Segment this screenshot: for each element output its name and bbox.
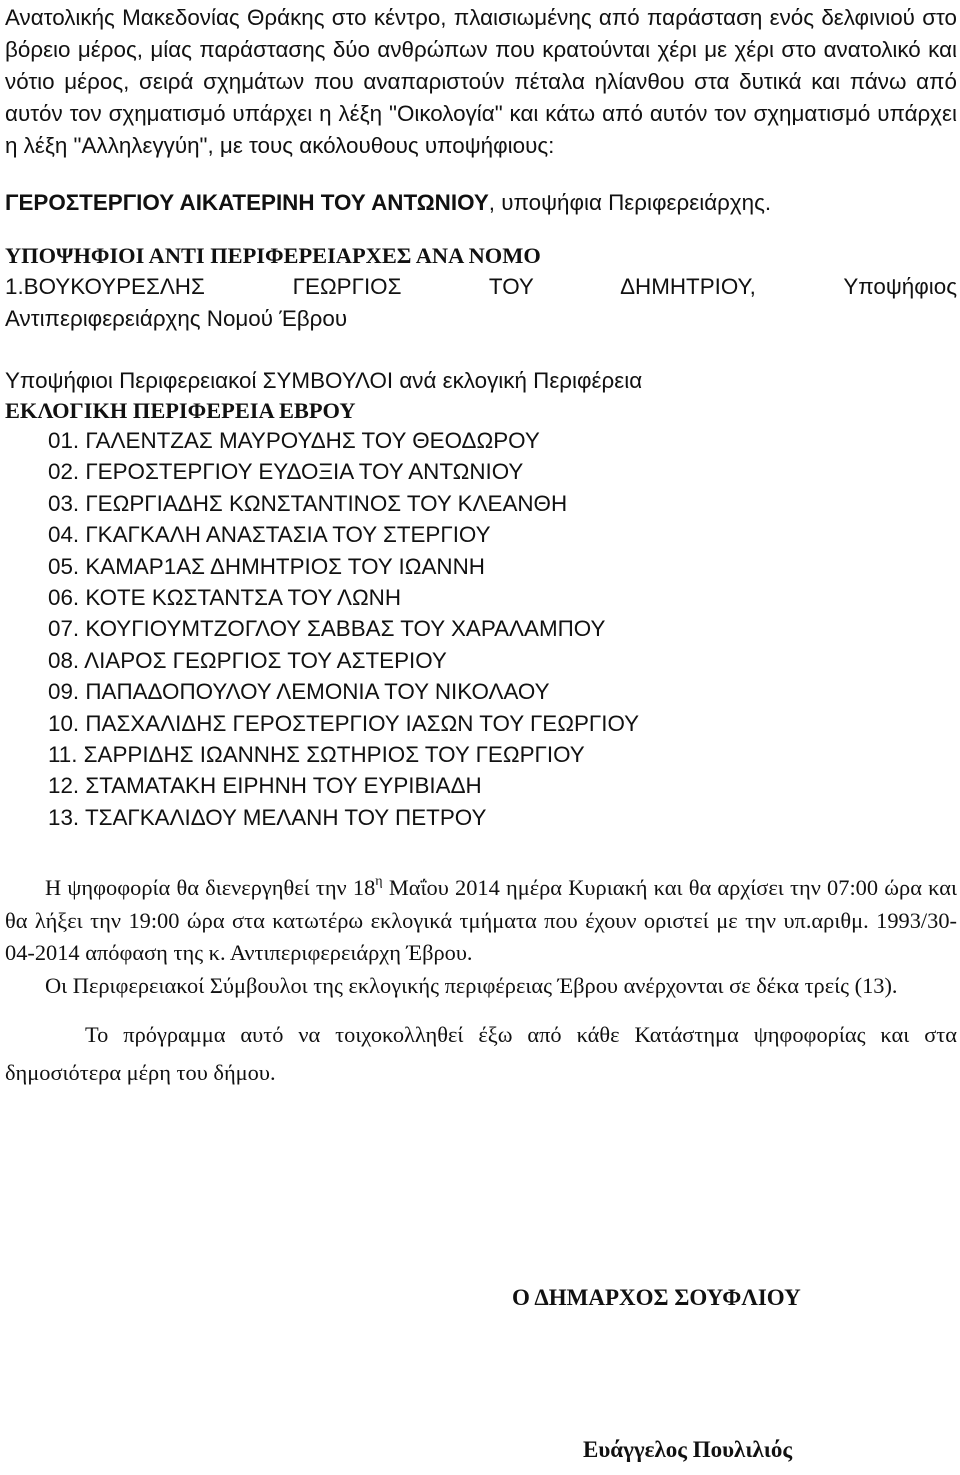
candidate-list-item: 09. ΠΑΠΑΔΟΠΟΥΛΟΥ ΛΕΜΟΝΙΑ ΤΟΥ ΝΙΚΟΛΑΟΥ (48, 679, 550, 705)
electoral-district-heading: ΕΚΛΟΓΙΚΗ ΠΕΡΙΦΕΡΕΙΑ ΕΒΡΟΥ (5, 398, 356, 423)
mayor-name: Ευάγγελος Πουλιλιός (583, 1437, 793, 1462)
candidate-list-item: 05. ΚΑΜΑΡ1ΑΣ ΔΗΜΗΤΡΙΟΣ ΤΟΥ ΙΩΑΝΝΗ (48, 553, 485, 579)
candidate-list-item: 04. ΓΚΑΓΚΑΛΗ ΑΝΑΣΤΑΣΙΑ ΤΟΥ ΣΤΕΡΓΙΟΥ (48, 522, 491, 548)
candidate-list-item: 11. ΣΑΡΡΙΔΗΣ ΙΩΑΝΝΗΣ ΣΩΤΗΡΙΟΣ ΤΟΥ ΓΕΩΡΓΙΟΥ (48, 742, 585, 768)
candidate-list-item: 13. ΤΣΑΓΚΑΛΙΔΟΥ ΜΕΛΑΝΗ ΤΟΥ ΠΕΤΡΟΥ (48, 804, 487, 830)
candidate-list-item: 06. ΚΟΤΕ ΚΩΣΤΑΝΤΣΑ ΤΟΥ ΛΩΝΗ (48, 585, 402, 611)
mayor-title: Ο ΔΗΜΑΡΧΟΣ ΣΟΥΦΛΙΟΥ (512, 1285, 801, 1310)
voting-text-start: Η ψηφοφορία θα διενεργηθεί την 18 (45, 875, 376, 901)
vice-governors-heading: ΥΠΟΨΗΦΙΟΙ ΑΝΤΙ ΠΕΡΙΦΕΡΕΙΑΡΧΕΣ ΑΝΑ ΝΟΜΟ (5, 243, 541, 268)
councillors-intro: Υποψήφιοι Περιφερειακοί ΣΥΜΒΟΥΛΟΙ ανά εκλογική Περιφέρεια (5, 368, 643, 393)
councillor-candidates-list (5, 425, 957, 833)
councillors-count-paragraph: Οι Περιφερειακοί Σύμβουλοι της εκλογικής περιφέρειας Έβρου ανέρχονται σε δέκα τρείς (13). (45, 972, 898, 998)
candidate-list-item: 10. ΠΑΣΧΑΛΙΔΗΣ ΓΕΡΟΣΤΕΡΓΙΟΥ ΙΑΣΩΝ ΤΟΥ ΓΕΩΡΓΙΟΥ (48, 710, 640, 736)
candidate-list-item: 02. ΓΕΡΟΣΤΕΡΓΙΟΥ ΕΥΔΟΞΙΑ ΤΟΥ ΑΝΤΩΝΙΟΥ (48, 459, 524, 485)
regional-candidate-role: , υποψήφια Περιφερειάρχης. (488, 190, 772, 215)
candidate-list-item: 07. ΚΟΥΓΙΟΥΜΤΖΟΓΛΟΥ ΣΑΒΒΑΣ ΤΟΥ ΧΑΡΑΛΑΜΠΟΥ (48, 616, 606, 642)
candidate-list-item: 12. ΣΤΑΜΑΤΑΚΗ ΕΙΡΗΝΗ ΤΟΥ ΕΥΡΙΒΙΑΔΗ (48, 773, 482, 799)
candidate-list-item: 03. ΓΕΩΡΓΙΑΔΗΣ ΚΩΝΣΤΑΝΤΙΝΟΣ ΤΟΥ ΚΛΕΑΝΘΗ (48, 490, 568, 516)
posting-paragraph: Το πρόγραμμα αυτό να τοιχοκολληθεί έξω από κάθε Κατάστημα ψηφοφορίας και στα δημοσιότερα μέρη του δήμου. (5, 1022, 957, 1086)
regional-candidate-name: ΓΕΡΟΣΤΕΡΓΙΟΥ ΑΙΚΑΤΕΡΙΝΗ ΤΟΥ ΑΝΤΩΝΙΟΥ (5, 190, 489, 215)
candidate-list-item: 01. ΓΑΛΕΝΤΖΑΣ ΜΑΥΡΟΥΔΗΣ ΤΟΥ ΘΕΟΔΩΡΟΥ (48, 428, 540, 453)
intro-paragraph: Ανατολικής Μακεδονίας Θράκης στο κέντρο, πλαισιωμένης από παράσταση ενός δελφινιού στο βόρειο μέρος, μίας παράστασης δύο ανθρώπων που κρατούνται χέρι με χέρι στο ανατολικό και νότιο μέρος, σειρά σχημάτων που αναπαριστούν πέταλα ηλίανθου στα δυτικά και πάνω από αυτόν τον σχηματισμό υπάρχει η λέξη "Οικολογία" και κάτω από αυτόν τον σχηματισμό υπάρχει η λέξη "Αλληλεγγύη", με τους ακόλουθους υποψήφιους: (5, 5, 957, 158)
vice-candidate-role: Αντιπεριφερειάρχης Νομού Έβρου (5, 306, 348, 331)
ordinal-superscript: η (375, 874, 383, 890)
vice-candidate-line: 1.ΒΟΥΚΟΥΡΕΣΛΗΣ ΓΕΩΡΓΙΟΣ ΤΟΥ ΔΗΜΗΤΡΙΟΥ, Υποψήφιος (5, 274, 957, 299)
voting-paragraph (5, 872, 957, 970)
candidate-list-item: 08. ΛΙΑΡΟΣ ΓΕΩΡΓΙΟΣ ΤΟΥ ΑΣΤΕΡΙΟΥ (48, 647, 447, 673)
regional-candidate-line (5, 187, 957, 219)
voting-text-end: Μαΐου 2014 ημέρα Κυριακή και θα αρχίσει την 07:00 ώρα και θα λήξει την 19:00 ώρα στα κατωτέρω εκλογικά τμήματα που έχουν οριστεί με την υπ.αριθμ. 1993/30-04-2014 απόφαση της κ. Αντιπεριφερειάρχη Έβρου. (5, 875, 957, 966)
